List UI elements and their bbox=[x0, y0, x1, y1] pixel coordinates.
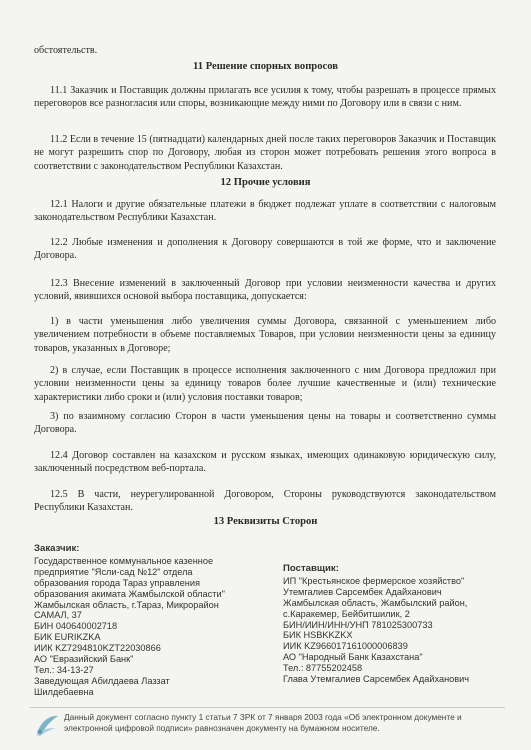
customer-line: предприятие "Ясли-сад №12" отдела bbox=[34, 566, 193, 577]
customer-line: САМАЛ, 37 bbox=[34, 610, 82, 621]
supplier-line: Жамбылская область, Жамбылский район, bbox=[283, 597, 468, 608]
footer-divider bbox=[30, 707, 505, 708]
clause-12-4: 12.4 Договор составлен на казахском и русском языках, имеющих одинаковую юридическую силу, заключенный посредством веб-портала. bbox=[34, 450, 496, 475]
clause-12-3: 12.3 Внесение изменений в заключенный Договор при условии неизменности качества и других условий, явившихся основой выбора поставщика, допускается: bbox=[34, 278, 496, 303]
customer-title: Заказчик: bbox=[34, 543, 80, 554]
supplier-line: Глава Утемгалиев Сарсембек Адайханович bbox=[283, 674, 470, 685]
customer-line: Государственное коммунальное казенное bbox=[34, 555, 214, 566]
clause-12-3-item-2: 2) в случае, если Поставщик в процессе исполнения заключенного с ним Договора предложил при условии неизменности цены за единицу товаров более лучшие качественные и (или) технические характеристики либо сроки и (или) условия поставки товаров; bbox=[34, 365, 496, 403]
section-13-title: 13 Реквизиты Сторон bbox=[213, 516, 318, 527]
customer-line: образования акимата Жамбылской области" bbox=[34, 588, 225, 599]
customer-line: Шилдебаевна bbox=[34, 686, 94, 697]
section-12-title: 12 Прочие условия bbox=[220, 177, 311, 188]
footer-notice bbox=[34, 711, 504, 741]
supplier-line: ИИК KZ966017161000006839 bbox=[283, 641, 408, 652]
intro-tail: обстоятельств. bbox=[34, 45, 98, 56]
supplier-title: Поставщик: bbox=[283, 563, 339, 574]
supplier-line: Утемгалиев Сарсембек Адайханович bbox=[283, 586, 442, 597]
clause-12-1: 12.1 Налоги и другие обязательные платежи в бюджет подлежат уплате в соответствии с налоговым законодательством Республики Казахстан. bbox=[34, 199, 496, 224]
supplier-requisites bbox=[283, 564, 505, 685]
customer-line: БИН 040640002718 bbox=[34, 621, 118, 632]
e-document-logo-icon bbox=[34, 713, 60, 737]
customer-line: АО "Евразийский Банк" bbox=[34, 654, 134, 665]
clause-12-3-item-1: 1) в части уменьшения либо увеличения суммы Договора, связанной с уменьшением либо увеличением потребности в объеме поставляемых Товаров, при условии неизменности цены за единицу товаров, указанных в Договоре; bbox=[34, 316, 496, 354]
supplier-line: Тел.: 87755202458 bbox=[283, 663, 363, 674]
supplier-line: БИК HSBKKZKX bbox=[283, 630, 353, 641]
clause-12-5: 12.5 В части, неурегулированной Договором, Стороны руководствуются законодательством Республики Казахстан. bbox=[34, 489, 496, 514]
supplier-line: БИН/ИИН/ИНН/УНП 781025300733 bbox=[283, 619, 433, 630]
supplier-line: с.Каракемер, Бейбитшилик, 2 bbox=[283, 608, 410, 619]
customer-line: Заведующая Абилдаева Лаззат bbox=[34, 675, 170, 686]
footer-text: Данный документ согласно пункту 1 статьи 7 ЗРК от 7 января 2003 года «Об электронном документе и электронной цифровой подписи» равнозначен документу на бумажном носителе. bbox=[64, 712, 462, 733]
clause-11-1: 11.1 Заказчик и Поставщик должны прилагать все усилия к тому, чтобы разрешать в процессе прямых переговоров все разногласия или споры, возникающие между ними по Договору или в связи с ним. bbox=[34, 85, 496, 110]
supplier-line: ИП "Крестьянское фермерское хозяйство" bbox=[283, 575, 465, 586]
customer-requisites bbox=[34, 544, 274, 698]
customer-line: Жамбылская область, г.Тараз, Микрорайон bbox=[34, 599, 219, 610]
section-11-title: 11 Решение спорных вопросов bbox=[193, 61, 338, 72]
customer-line: ИИК KZ7294810KZT22030866 bbox=[34, 643, 161, 654]
clause-12-3-item-3: 3) по взаимному согласию Сторон в части уменьшения цены на товары и соответственно суммы Договора. bbox=[34, 411, 496, 436]
customer-line: образования города Тараз управления bbox=[34, 577, 200, 588]
clause-12-2: 12.2 Любые изменения и дополнения к Договору совершаются в той же форме, что и заключение Договора. bbox=[34, 237, 496, 262]
customer-line: Тел.: 34-13-27 bbox=[34, 664, 94, 675]
supplier-line: АО "Народный Банк Казахстана" bbox=[283, 652, 423, 663]
customer-line: БИК EURIKZKA bbox=[34, 632, 101, 643]
clause-11-2: 11.2 Если в течение 15 (пятнадцати) календарных дней после таких переговоров Заказчик и Поставщик не могут разрешить спор по Договору, любая из сторон может потребовать решения этого вопроса в соответствии с законодательством Республики Казахстан. bbox=[34, 134, 496, 172]
